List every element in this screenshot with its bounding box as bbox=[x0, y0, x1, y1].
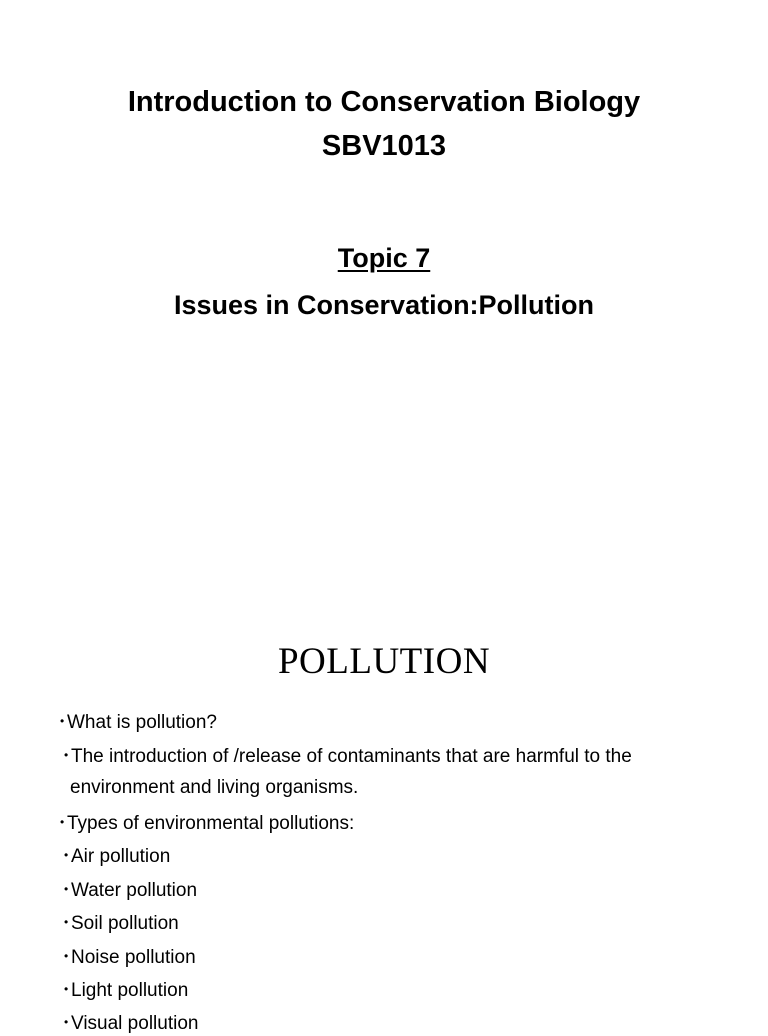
bullet-text: Visual pollution bbox=[71, 1013, 199, 1034]
bullet-dot: • bbox=[64, 848, 69, 862]
slide-heading: POLLUTION bbox=[277, 641, 491, 682]
bullet-item bbox=[60, 709, 217, 735]
bullet-item bbox=[64, 910, 179, 936]
bullet-dot: • bbox=[64, 748, 69, 762]
bullet-dot: • bbox=[64, 1015, 69, 1029]
topic-subtitle: Issues in Conservation:Pollution bbox=[173, 290, 595, 320]
bullet-item bbox=[64, 944, 196, 970]
bullet-text: Types of environmental pollutions: bbox=[67, 813, 355, 834]
bullet-item bbox=[64, 743, 632, 769]
bullet-text: Air pollution bbox=[71, 846, 171, 867]
bullet-dot: • bbox=[60, 714, 65, 728]
bullet-text: What is pollution? bbox=[67, 712, 217, 733]
bullet-item bbox=[64, 1010, 198, 1036]
bullet-dot: • bbox=[64, 882, 69, 896]
bullet-text: Noise pollution bbox=[71, 947, 196, 968]
bullet-dot: • bbox=[60, 815, 65, 829]
bullet-text: Soil pollution bbox=[71, 913, 179, 934]
bullet-dot: • bbox=[64, 949, 69, 963]
bullet-item bbox=[64, 843, 170, 869]
pollution-slide bbox=[0, 620, 768, 1034]
bullet-dot: • bbox=[64, 915, 69, 929]
bullet-text: The introduction of /release of contaminants that are harmful to the bbox=[71, 746, 632, 767]
bullet-continuation: environment and living organisms. bbox=[70, 777, 359, 798]
topic-label bbox=[0, 241, 768, 275]
bullet-item bbox=[60, 810, 354, 836]
bullet-text: Water pollution bbox=[71, 880, 198, 901]
bullet-text: Light pollution bbox=[71, 980, 189, 1001]
course-title: Introduction to Conservation Biology bbox=[127, 86, 641, 118]
topic-label-text: Topic 7 bbox=[337, 243, 431, 273]
bullet-dot: • bbox=[64, 982, 69, 996]
bullet-item bbox=[64, 977, 188, 1003]
bullet-item bbox=[64, 877, 197, 903]
course-code: SBV1013 bbox=[321, 130, 447, 162]
